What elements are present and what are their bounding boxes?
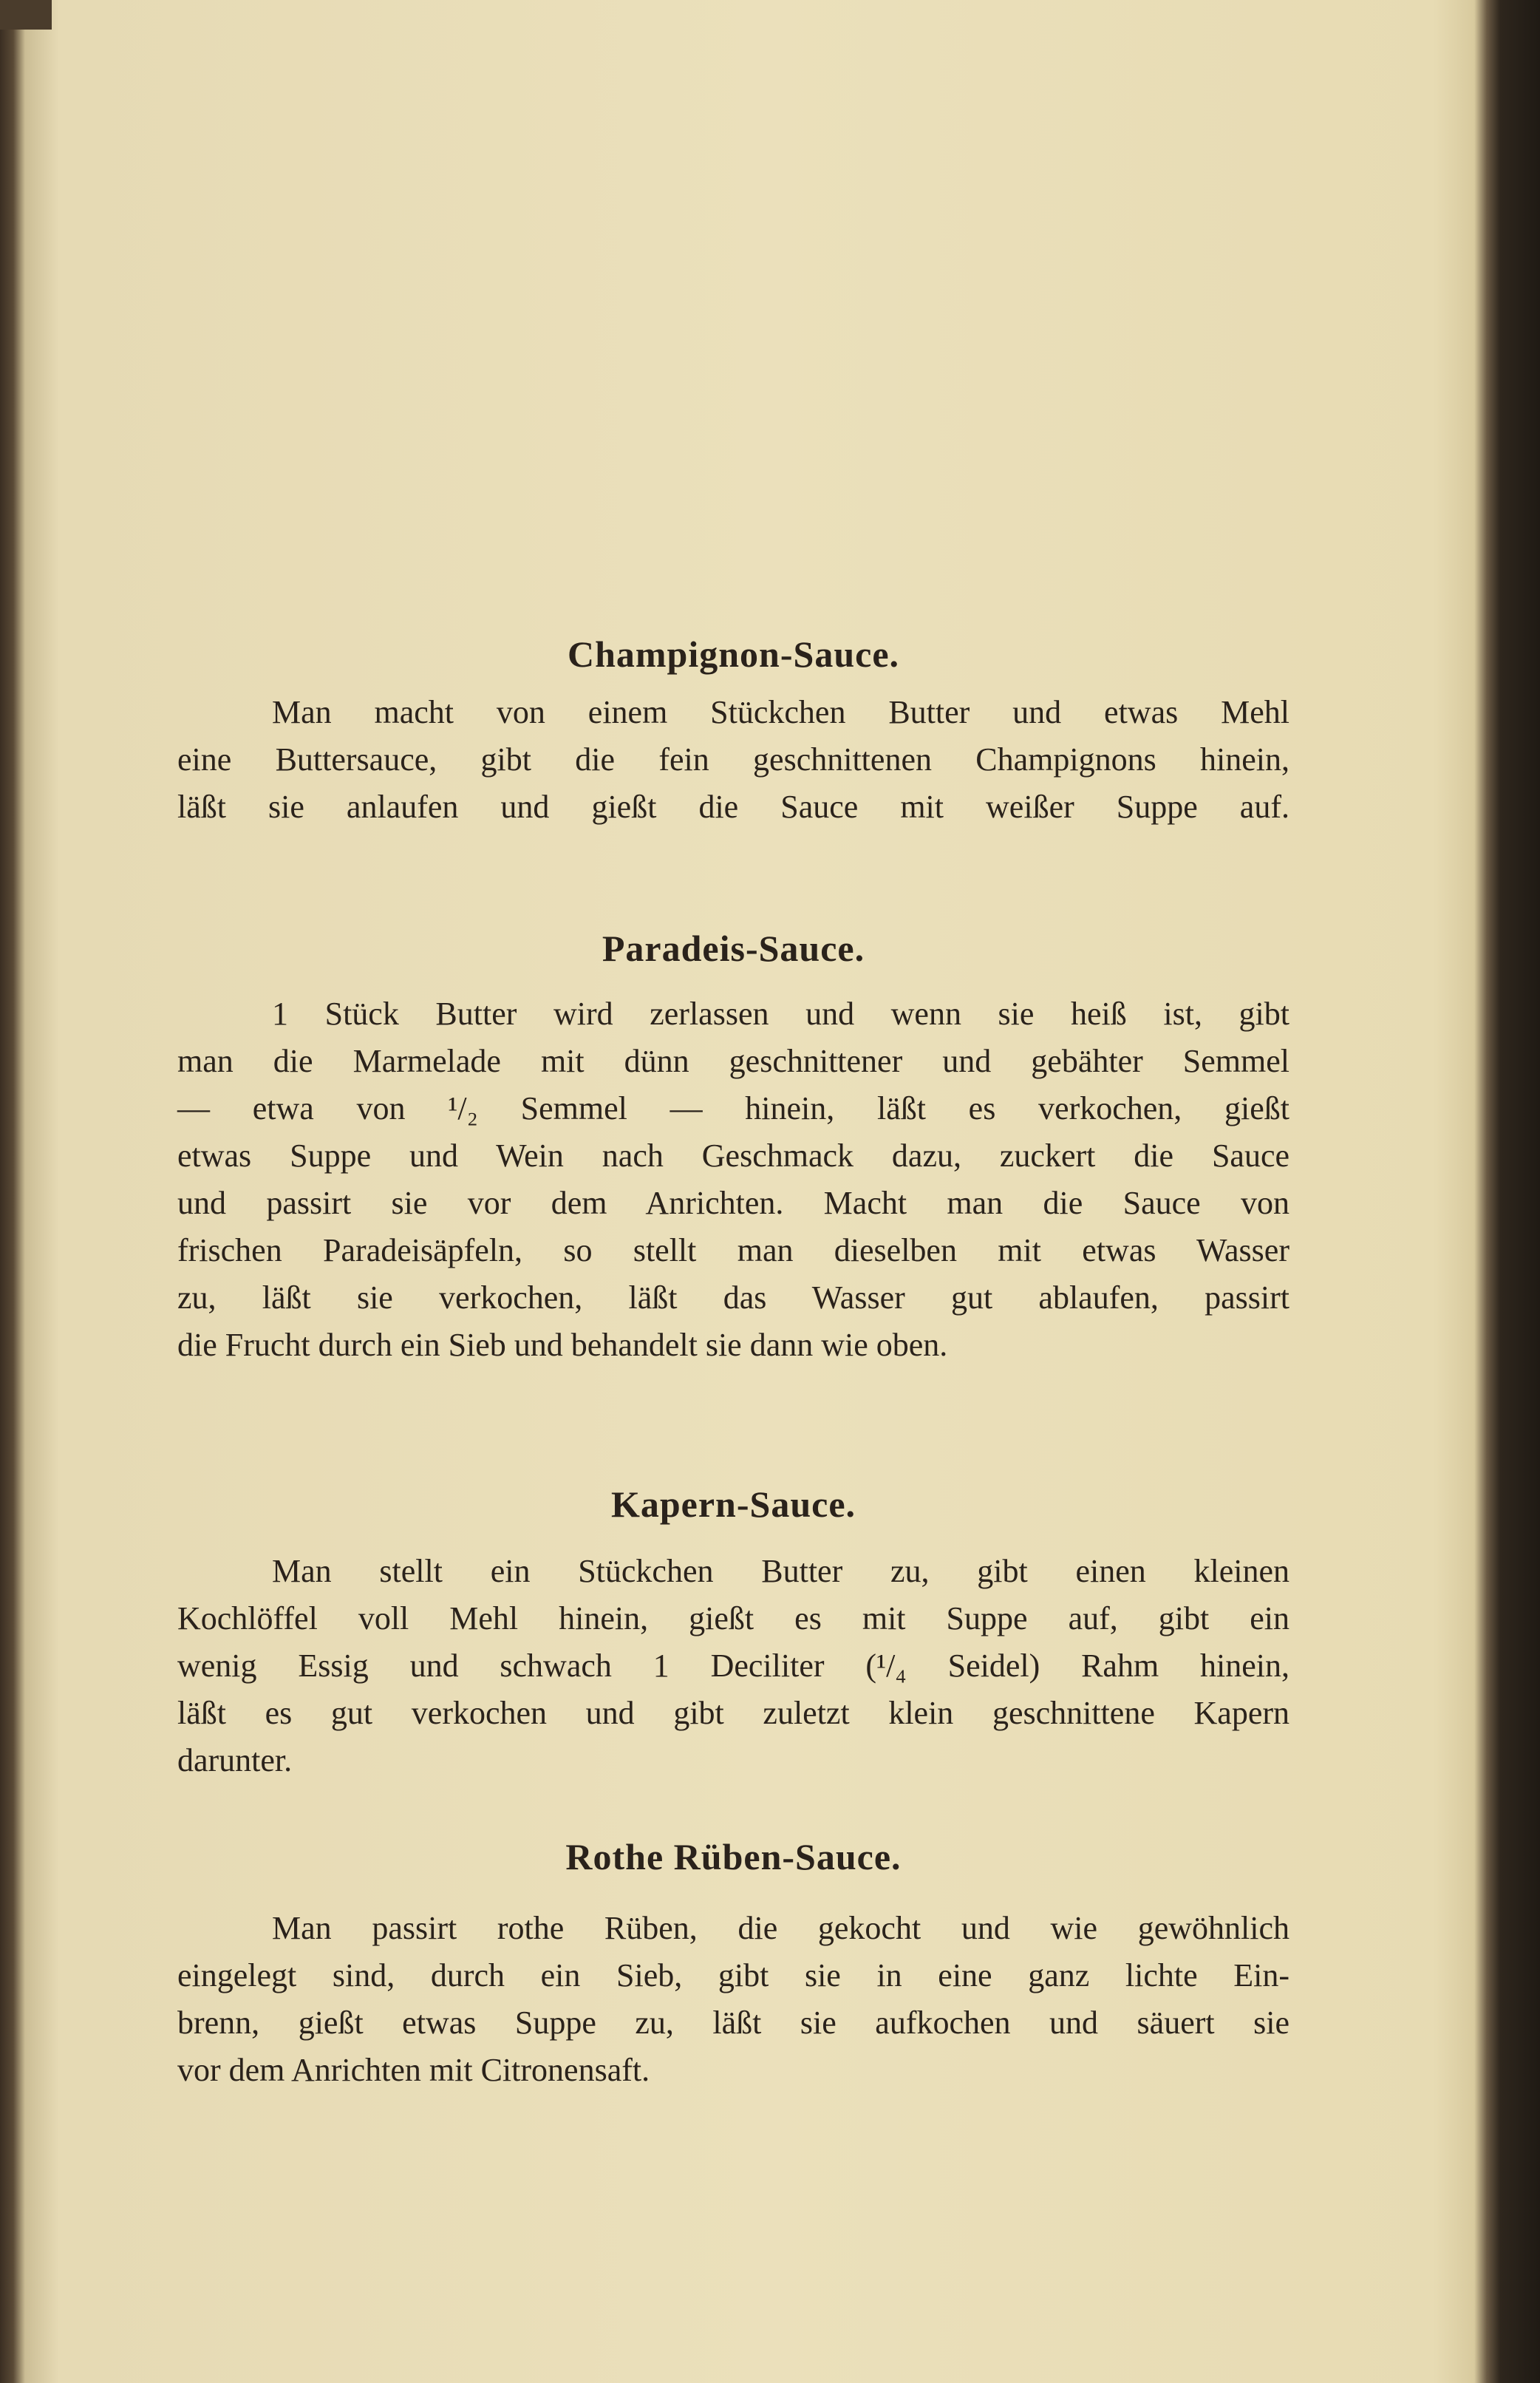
text-line: eine Buttersauce, gibt die fein geschnittenen Champignons hinein, [177, 741, 1289, 778]
text-line: 1 Stück Butter wird zerlassen und wenn sie heiß ist, gibt [272, 996, 1289, 1032]
text-line: frischen Paradeisäpfeln, so stellt man dieselben mit etwas Wasser [177, 1232, 1289, 1268]
text-line: vor dem Anrichten mit Citronensaft. [177, 2052, 650, 2088]
text-line: Man stellt ein Stückchen Butter zu, gibt einen kleinen [272, 1553, 1289, 1589]
section-heading: Kapern-Sauce. [610, 1483, 856, 1525]
text-line: Kochlöffel voll Mehl hinein, gießt es mit Suppe auf, gibt ein [177, 1600, 1289, 1636]
text-line: man die Marmelade mit dünn geschnittener und gebähter Semmel [177, 1043, 1289, 1079]
text-line: läßt es gut verkochen und gibt zuletzt klein geschnittene Kapern [177, 1695, 1289, 1731]
text-line: brenn, gießt etwas Suppe zu, läßt sie aufkochen und säuert sie [177, 2005, 1289, 2041]
text-line: Man macht von einem Stückchen Butter und etwas Mehl [272, 694, 1289, 730]
text-line: darunter. [177, 1742, 293, 1778]
text-line: die Frucht durch ein Sieb und behandelt sie dann wie oben. [177, 1327, 948, 1363]
section-heading: Champignon-Sauce. [567, 633, 900, 675]
text-line: — etwa von ¹/₂ Semmel — hinein, läßt es verkochen, gießt [177, 1090, 1289, 1126]
text-line: Man passirt rothe Rüben, die gekocht und wie gewöhnlich [272, 1910, 1289, 1946]
section-paradeis-sauce [177, 922, 1289, 1369]
text-line: läßt sie anlaufen und gießt die Sauce mit weißer Suppe auf. [177, 789, 1289, 825]
section-rothe-rueben-sauce [177, 1831, 1289, 2094]
text-line: zu, läßt sie verkochen, läßt das Wasser gut ablaufen, passirt [177, 1279, 1289, 1316]
section-heading: Rothe Rüben-Sauce. [565, 1836, 902, 1877]
section-champignon-sauce [177, 628, 1289, 831]
section-kapern-sauce [177, 1478, 1289, 1784]
text-line: wenig Essig und schwach 1 Deciliter (¹/₄ Seidel) Rahm hinein, [177, 1648, 1289, 1684]
text-line: eingelegt sind, durch ein Sieb, gibt sie in eine ganz lichte Ein- [177, 1957, 1289, 1993]
text-line: und passirt sie vor dem Anrichten. Macht man die Sauce von [177, 1185, 1289, 1221]
section-heading: Paradeis-Sauce. [602, 928, 865, 969]
binding-edge [0, 0, 52, 30]
text-line: etwas Suppe und Wein nach Geschmack dazu, zuckert die Sauce [177, 1138, 1289, 1174]
